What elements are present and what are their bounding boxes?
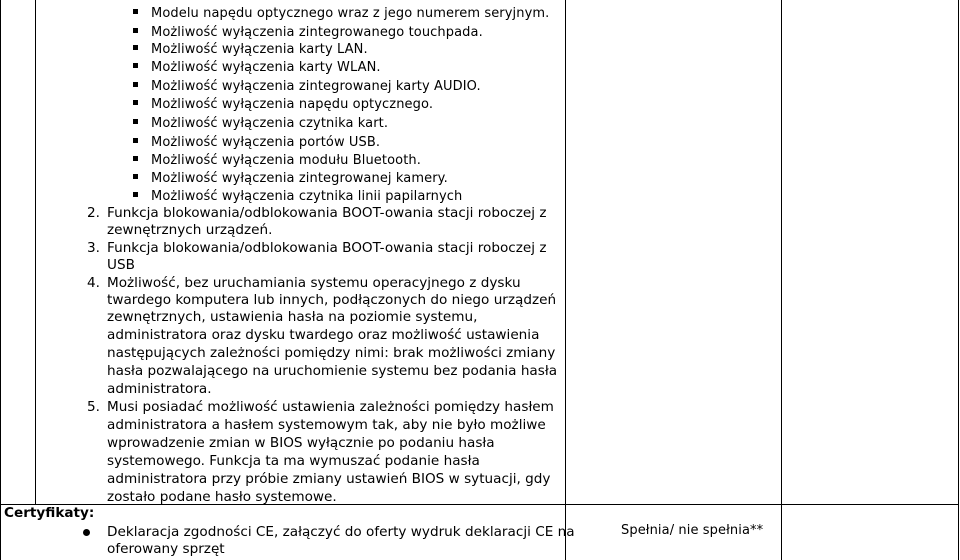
list-number: 4. <box>87 275 100 291</box>
bullet-dot <box>83 529 90 536</box>
certyfikaty-item-line: oferowany sprzęt <box>107 541 225 557</box>
list-item-line: zewnętrznych, ustawienia hasła na poziomie systemu, <box>107 309 478 325</box>
table-border-right <box>781 0 782 560</box>
list-item-line: zostało podane hasło systemowe. <box>107 489 337 505</box>
list-item-line: administratora przy próbie zmiany ustawień BIOS w sytuacji, gdy <box>107 471 551 487</box>
bullet-item: Możliwość wyłączenia zintegrowanego touchpada. <box>151 25 483 40</box>
bullet-item: Możliwość wyłączenia portów USB. <box>151 135 381 150</box>
list-item-line: Możliwość, bez uruchamiania systemu operacyjnego z dysku <box>107 275 521 291</box>
list-item-line: hasła pozwalającego na uruchomienie systemu bez podania hasła <box>107 363 558 379</box>
bullet-marker <box>133 156 138 161</box>
bullet-marker <box>133 45 138 50</box>
bullet-marker <box>133 9 138 14</box>
bullet-marker <box>133 63 138 68</box>
bullet-item: Możliwość wyłączenia modułu Bluetooth. <box>151 153 421 168</box>
bullet-marker <box>133 100 138 105</box>
certyfikaty-label: Certyfikaty: <box>4 505 95 521</box>
list-number: 5. <box>87 399 100 415</box>
list-item-line: twardego komputera lub innych, podłączonych do niego urządzeń <box>107 292 557 308</box>
list-item-line: USB <box>107 257 135 273</box>
table-border-left <box>0 0 1 560</box>
bullet-item: Możliwość wyłączenia zintegrowanej kamery. <box>151 171 448 186</box>
list-item-line: administratora oraz dysku twardego oraz możliwość ustawienia <box>107 327 540 343</box>
list-item-line: wprowadzenie zmian w BIOS wyłącznie po podaniu hasła <box>107 435 495 451</box>
certyfikaty-item-line: Deklaracja zgodności CE, załączyć do oferty wydruk deklaracji CE na <box>107 524 575 540</box>
list-item-line: administratora. <box>107 381 212 397</box>
bullet-marker <box>133 138 138 143</box>
table-border-inner <box>35 0 36 504</box>
list-number: 2. <box>87 205 100 221</box>
list-item-line: zewnętrznych urządzeń. <box>107 222 273 238</box>
list-number: 3. <box>87 240 100 256</box>
list-item-line: systemowego. Funkcja ta ma wymuszać podanie hasła <box>107 453 480 469</box>
list-item-line: Musi posiadać możliwość ustawienia zależności pomiędzy hasłem <box>107 399 554 415</box>
list-item-line: Funkcja blokowania/odblokowania BOOT-owania stacji roboczej z <box>107 240 547 256</box>
bullet-item: Możliwość wyłączenia zintegrowanej karty AUDIO. <box>151 79 481 94</box>
bullet-marker <box>133 82 138 87</box>
table-border-mid <box>565 0 566 560</box>
bullet-item: Możliwość wyłączenia karty LAN. <box>151 42 368 57</box>
status-text: Spełnia/ nie spełnia** <box>621 523 764 538</box>
bullet-marker <box>133 119 138 124</box>
bullet-marker <box>133 28 138 33</box>
bullet-item: Modelu napędu optycznego wraz z jego numerem seryjnym. <box>151 6 550 21</box>
bullet-item: Możliwość wyłączenia czytnika kart. <box>151 116 389 131</box>
list-item-line: administratora a hasłem systemowym tak, aby nie było możliwe <box>107 417 546 433</box>
bullet-marker <box>133 192 138 197</box>
bullet-marker <box>133 174 138 179</box>
bullet-item: Możliwość wyłączenia napędu optycznego. <box>151 97 434 112</box>
bullet-item: Możliwość wyłączenia czytnika linii papilarnych <box>151 189 463 204</box>
table-border-far-right <box>958 0 959 560</box>
list-item-line: następujących zależności pomiędzy nimi: brak możliwości zmiany <box>107 345 556 361</box>
bullet-item: Możliwość wyłączenia karty WLAN. <box>151 60 381 75</box>
list-item-line: Funkcja blokowania/odblokowania BOOT-owania stacji roboczej z <box>107 205 547 221</box>
